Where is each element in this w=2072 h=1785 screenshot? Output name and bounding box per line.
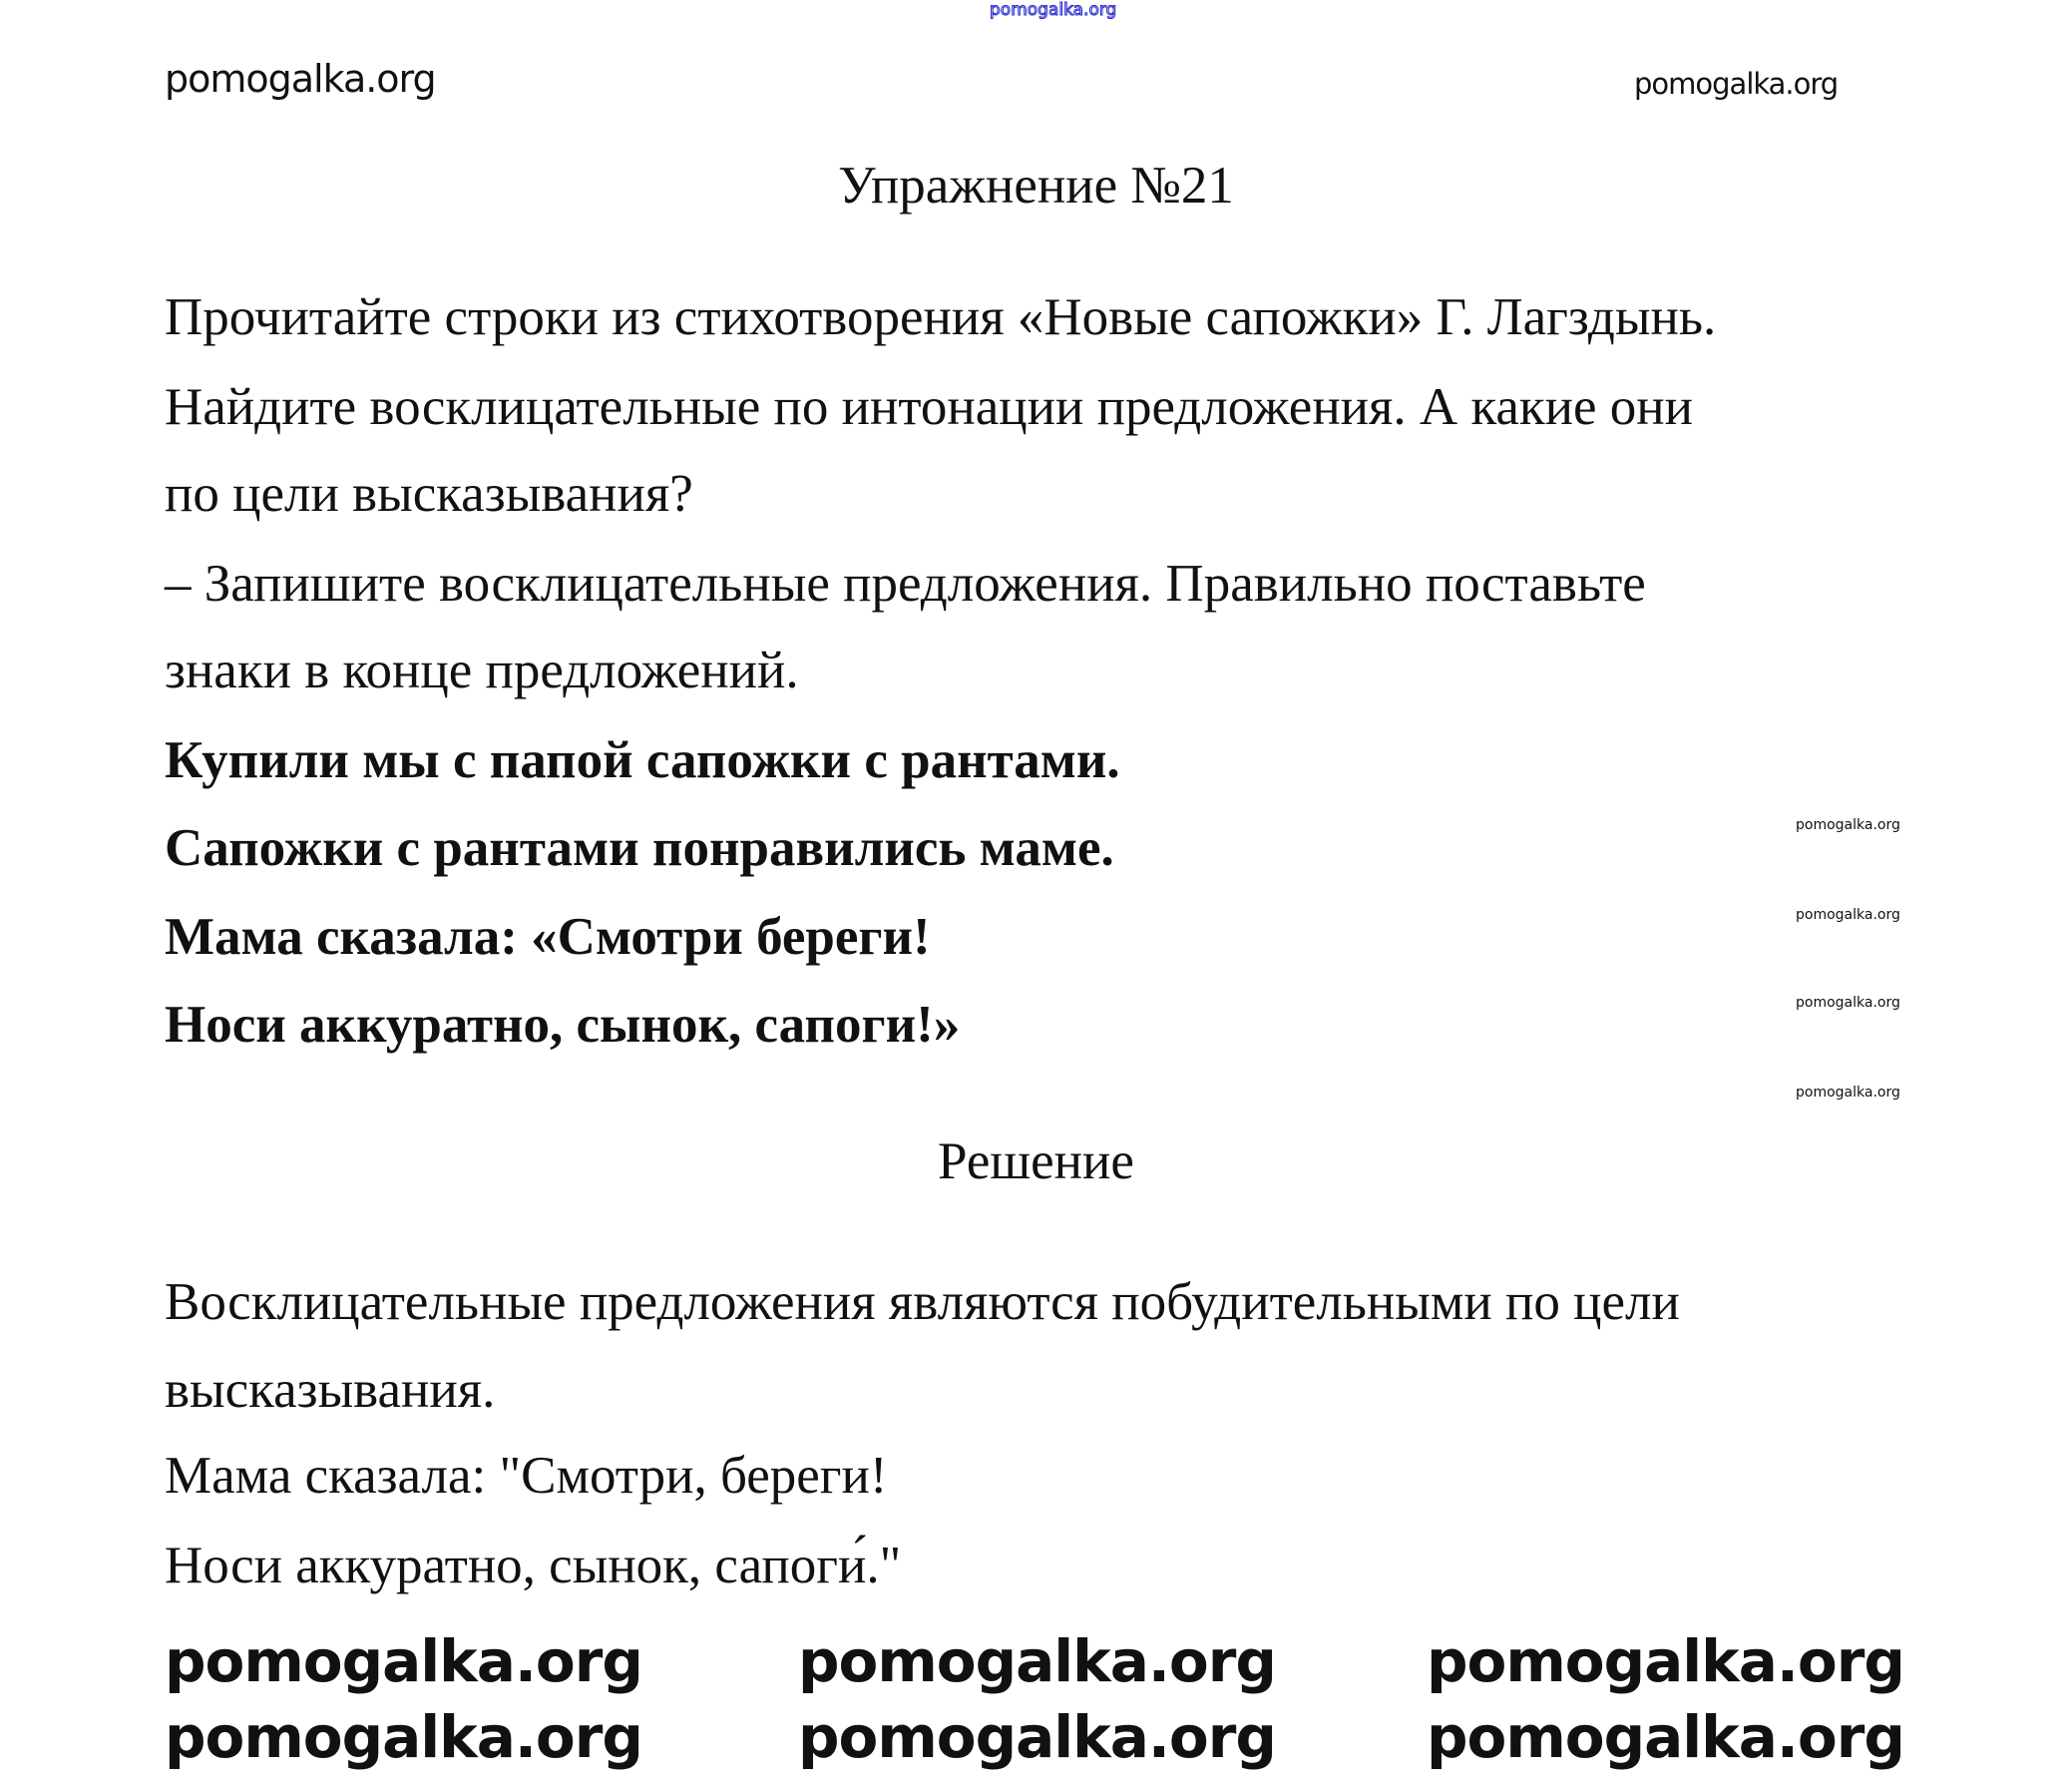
task-line: знаки в конце предложений. [165, 642, 799, 699]
task-line: – Запишите восклицательные предложения. Правильно поставьте [165, 555, 1646, 613]
solution-line: Восклицательные предложения являются побудительными по цели [165, 1273, 1680, 1331]
watermark: pomogalka.org [1796, 817, 1900, 833]
watermark: pomogalka.org [798, 1627, 1276, 1695]
watermark: pomogalka.org [165, 1703, 642, 1771]
exercise-title: Упражнение №21 [838, 157, 1234, 215]
watermark: pomogalka.org [1427, 1703, 1904, 1771]
watermark: pomogalka.org [1796, 1085, 1900, 1101]
solution-heading: Решение [938, 1132, 1134, 1190]
solution-line: Носи аккуратно, сынок, сапоги́." [165, 1537, 902, 1594]
watermark: pomogalka.org [1634, 67, 1839, 101]
watermark: pomogalka.org [1796, 907, 1900, 923]
watermark: pomogalka.org [1796, 995, 1900, 1011]
task-line: Прочитайте строки из стихотворения «Новые сапожки» Г. Лагздынь. [165, 288, 1717, 346]
task-line: Найдите восклицательные по интонации предложения. А какие они [165, 378, 1694, 436]
poem-line: Носи аккуратно, сынок, сапоги!» [165, 996, 961, 1054]
poem-line: Сапожки с рантами понравились маме. [165, 819, 1114, 877]
solution-line: высказывания. [165, 1361, 496, 1419]
poem-line: Купили мы с папой сапожки с рантами. [165, 731, 1120, 789]
watermark: pomogalka.org [798, 1703, 1276, 1771]
watermark: pomogalka.org [165, 1627, 642, 1695]
task-line: по цели высказывания? [165, 465, 693, 523]
watermark: pomogalka.org [1427, 1627, 1904, 1695]
watermark: pomogalka.org [165, 57, 436, 101]
poem-line: Мама сказала: «Смотри береги! [165, 908, 931, 966]
solution-line: Мама сказала: "Смотри, береги! [165, 1447, 888, 1505]
watermark-top: pomogalka.org [990, 0, 1117, 20]
